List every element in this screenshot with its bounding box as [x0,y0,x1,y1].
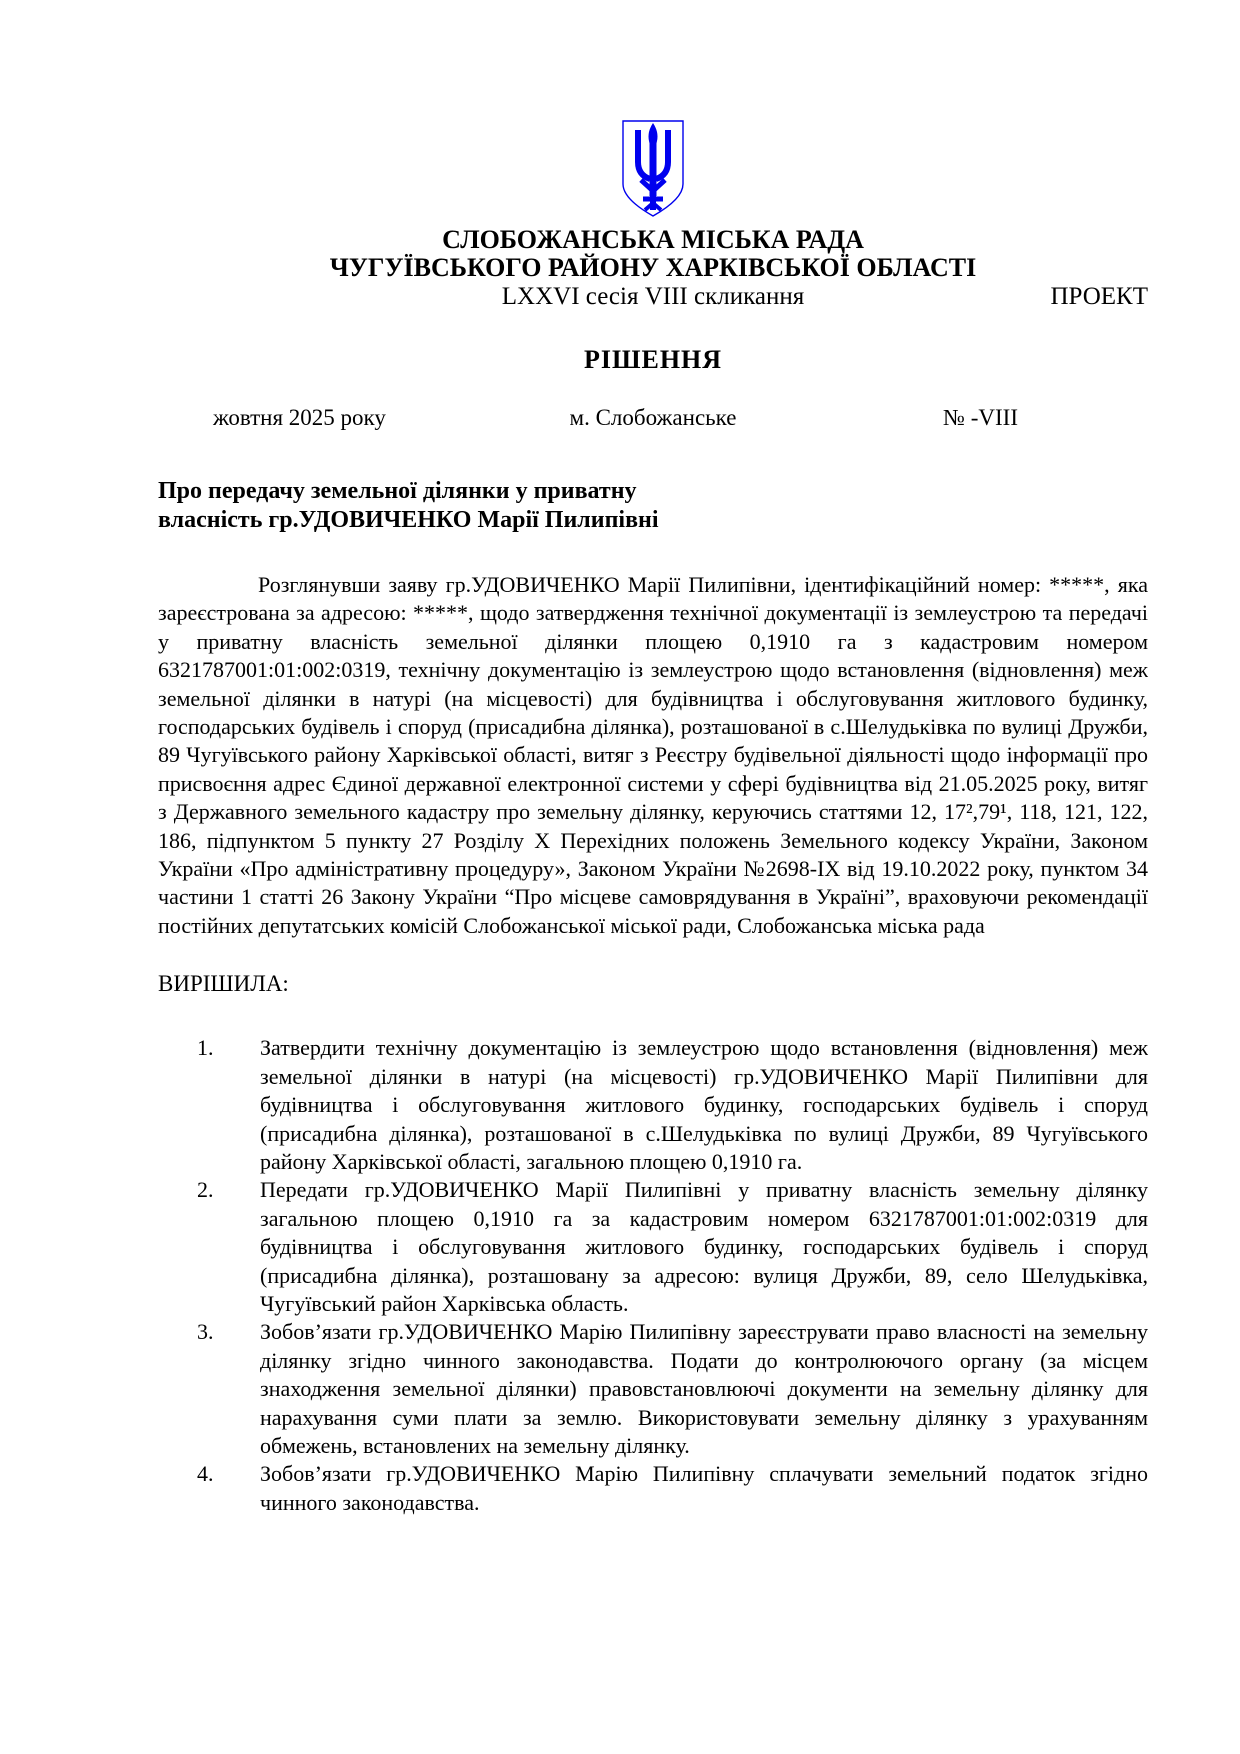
resolved-word: ВИРІШИЛА: [158,971,289,997]
resolution-text: Зобов’язати гр.УДОВИЧЕНКО Марію Пилипівну сплачувати земельний податок згідно чинного законодавства. [260,1461,1148,1515]
document-number: № -VIII [943,405,1018,430]
meta-row [158,405,1148,433]
document-header [158,120,1148,375]
council-region: ЧУГУЇВСЬКОГО РАЙОНУ ХАРКІВСЬКОЇ ОБЛАСТІ [329,253,977,282]
resolution-text: Передати гр.УДОВИЧЕНКО Марії Пилипівні у приватну власність земельну ділянку загальною площею 0,1910 га за кадастровим номером 6321787001:01:002:0319 для будівництва і обслуговування житлового будинку, господарських будівель і споруд (присадибна ділянка), розташовану за адресою: вулиця Дружби, 89, село Шелудьківка, Чугуївський район Харківська область. [260,1177,1148,1316]
draft-label: ПРОЕКТ [1050,283,1148,310]
resolution-item-2 [158,1176,1148,1318]
subject-title [158,477,1148,535]
resolution-number: 1. [197,1035,214,1061]
preamble-paragraph: Розглянувши заяву гр.УДОВИЧЕНКО Марії Пилипівни, ідентифікаційний номер: *****, яка зареєстрована за адресою: *****, щодо затвердження технічної документації із землеустрою та передачі у приватну власність земельної ділянки площею 0,1910 га з кадастровим номером 6321787001:01:002:0319, технічну документацію із землеустрою щодо встановлення (відновлення) меж земельної ділянки в натурі (на місцевості) для будівництва і обслуговування житлового будинку, господарських будівель і споруд (присадибна ділянка), розташованої в с.Шелудьківка по вулиці Дружби, 89 Чугуївського району Харківської області, витяг з Реєстру будівельної діяльності щодо інформації про присвоєння адрес Єдиної державної електронної системи у сфері будівництва від 21.05.2025 року, витяг з Державного земельного кадастру про земельну ділянку, керуючись статтями 12, 17²,79¹, 118, 121, 122, 186, підпунктом 5 пункту 27 Розділу X Перехідних положень Земельного кодексу України, Законом України «Про адміністративну процедуру», Законом України №2698-ІХ від 19.10.2022 року, пунктом 34 частини 1 статті 26 Закону України “Про місцеве самоврядування в Україні”, враховуючи рекомендації постійних депутатських комісій Слобожанської міської ради, Слобожанська міська рада [158,572,1148,938]
session-row [158,283,1148,311]
resolution-text: Затвердити технічну документацію із землеустрою щодо встановлення (відновлення) меж земельної ділянки в натурі (на місцевості) гр.УДОВИЧЕНКО Марії Пилипівни для будівництва і обслуговування житлового будинку, господарських будівель і споруд (присадибна ділянка), розташованої в с.Шелудьківка по вулиці Дружби, 89 Чугуївського району Харківської області, загальною площею 0,1910 га. [260,1035,1148,1174]
session-label: LXXVI сесія VIII скликання [501,283,805,310]
resolution-item-3 [158,1318,1148,1460]
document-date: жовтня 2025 року [213,405,386,430]
subject-line-2: власність гр.УДОВИЧЕНКО Марії Пилипівні [158,507,659,533]
resolutions-list [158,1034,1148,1517]
subject-line-1: Про передачу земельної ділянки у приватну [158,478,637,504]
resolution-item-1 [158,1034,1148,1176]
resolution-number: 3. [197,1319,214,1345]
ukraine-trident-emblem [621,120,685,218]
document-place: м. Слобожанське [569,405,737,430]
resolution-number: 2. [197,1177,214,1203]
resolution-item-4 [158,1460,1148,1517]
resolution-number: 4. [197,1461,214,1487]
resolution-text: Зобов’язати гр.УДОВИЧЕНКО Марію Пилипівну зареєструвати право власності на земельну ділянку згідно чинного законодавства. Подати до контролюючого органу (за місцем знаходження земельної ділянки) правовстановлюючі документи на земельну ділянку для нарахування суми плати за землю. Використовувати земельну ділянку з урахуванням обмежень, встановлених на земельну ділянку. [260,1319,1148,1458]
council-name: СЛОБОЖАНСЬКА МІСЬКА РАДА [442,225,864,254]
document-type-title: РІШЕННЯ [583,345,723,374]
